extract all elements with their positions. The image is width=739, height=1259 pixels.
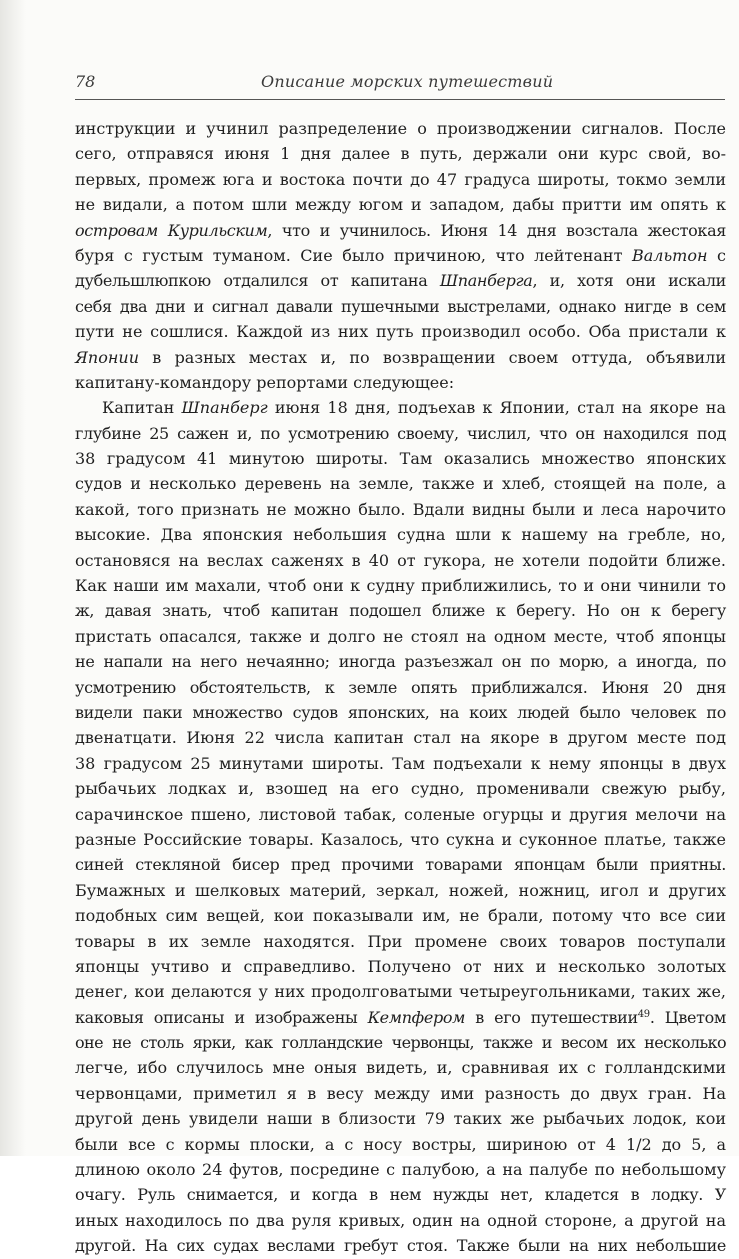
text-line bbox=[75, 1030, 726, 1055]
running-title: Описание морских путешествий bbox=[261, 72, 554, 91]
text-line bbox=[75, 294, 726, 319]
line-text: пути не сошлися. Каждой из них путь производил особо. Оба пристали к bbox=[75, 322, 726, 342]
line-text: очагу. Руль снимается, и когда в нем нужды нет, кладется в лодку. У bbox=[75, 1185, 726, 1205]
text-line bbox=[75, 802, 726, 827]
text-line bbox=[75, 1132, 726, 1157]
line-text: синей стекляной бисер пред прочими товарами японцам были приятны. bbox=[75, 855, 726, 875]
line-text: дубельшлюпкою отдалился от капитана bbox=[75, 271, 440, 291]
text-line bbox=[75, 573, 726, 598]
text-line bbox=[75, 598, 726, 623]
text-line bbox=[75, 878, 726, 903]
text-line bbox=[75, 751, 726, 776]
line-text: товары в их земле находятся. При промене своих товаров поступали bbox=[75, 931, 726, 951]
line-text: червонцами, приметил я в весу между ими разность до двух гран. На bbox=[75, 1083, 726, 1103]
text-line bbox=[75, 1182, 726, 1207]
line-text: другой. На сих судах веслами гребут стоя. Также были на них небольшие bbox=[75, 1236, 726, 1256]
text-line bbox=[75, 345, 726, 370]
line-text: инструкции и учинил разпределение о производжении сигналов. После bbox=[75, 119, 726, 138]
line-text: себя два дни и сигнал давали пушечными выстрелами, однако нигде в сем bbox=[75, 296, 726, 316]
line-text: видели паки множество судов японских, на коих людей было человек по bbox=[75, 702, 726, 722]
text-line bbox=[75, 497, 726, 522]
line-text: судов и несколько деревень на земле, также и хлеб, стоящей на поле, а bbox=[75, 474, 726, 494]
line-text: рыбачьих лодках и, взошед на его судно, променивали свежую рыбу, bbox=[75, 779, 726, 799]
text-line bbox=[75, 979, 726, 1004]
line-text: были все с кормы плоски, а с носу востры, шириною от 4 1/2 до 5, а bbox=[75, 1134, 726, 1154]
line-text: первых, промеж юга и востока почти до 47 градуса широты, токмо земли bbox=[75, 169, 726, 189]
text-line bbox=[75, 522, 726, 547]
line-text: высокие. Два японския небольшия судна шли к нашему на гребле, но, bbox=[75, 525, 726, 545]
line-text: , и, хотя они искали bbox=[532, 271, 726, 291]
line-text: пристать опасался, также и долго не стоял на одном месте, чтоб японцы bbox=[75, 626, 726, 646]
italic-name: Японии bbox=[75, 347, 140, 367]
text-line bbox=[75, 827, 726, 852]
italic-name: Кемпфером bbox=[367, 1007, 466, 1027]
line-text: 38 градусом 25 минутами широты. Там подъехали к нему японцы в двух bbox=[75, 753, 726, 773]
text-line bbox=[75, 268, 726, 293]
text-line bbox=[75, 446, 726, 471]
italic-name: Вальтон bbox=[631, 245, 708, 265]
line-text: разные Российские товары. Казалось, что сукна и суконное платье, также bbox=[75, 829, 726, 849]
text-line bbox=[75, 1005, 726, 1030]
text-line bbox=[75, 675, 726, 700]
text-line bbox=[75, 954, 726, 979]
line-text: Капитан bbox=[102, 398, 182, 418]
text-line bbox=[75, 395, 726, 420]
line-text: с bbox=[707, 245, 727, 265]
text-line bbox=[75, 167, 726, 192]
body-text bbox=[75, 116, 726, 1259]
line-text: сего, отправяся июня 1 дня далее в путь, держали они курс свой, во- bbox=[75, 144, 726, 164]
italic-name: Шпанберга bbox=[439, 271, 533, 291]
text-line bbox=[75, 776, 726, 801]
italic-name: островам Курильским bbox=[75, 220, 268, 240]
line-text: не напали на него нечаянно; иногда разъезжал он по морю, а иногда, по bbox=[75, 652, 726, 672]
line-text: буря с густым туманом. Сие было причиною, что лейтенант bbox=[75, 245, 632, 265]
page-edge-shadow bbox=[0, 0, 26, 1156]
header-rule bbox=[75, 99, 725, 100]
line-text: остановяся на веслах саженях в 40 от гукора, не хотели подойти ближе. bbox=[75, 550, 726, 570]
footnote-marker: 49 bbox=[637, 1008, 650, 1020]
line-text: 38 градусом 41 минутою широты. Там оказались множество японских bbox=[75, 449, 726, 469]
text-line bbox=[75, 725, 726, 750]
text-line bbox=[75, 1233, 726, 1258]
line-text: длиною около 24 футов, посредине с палубою, а на палубе по небольшому bbox=[75, 1160, 726, 1180]
line-text: двенатцати. Июня 22 числа капитан стал на якоре в другом месте под bbox=[75, 728, 726, 748]
line-text: иных находилось по два руля кривых, один на одной стороне, а другой на bbox=[75, 1210, 726, 1230]
text-line bbox=[75, 852, 726, 877]
text-line bbox=[75, 218, 726, 243]
text-line bbox=[75, 243, 726, 268]
line-text: глубине 25 сажен и, по усмотрению своему, числил, что он находился под bbox=[75, 423, 726, 443]
text-line bbox=[75, 471, 726, 496]
text-line bbox=[75, 700, 726, 725]
line-text: сарачинское пшено, листовой табак, соленые огурцы и другия мелочи на bbox=[75, 804, 726, 824]
line-text: какой, того признать не можно было. Вдали видны были и леса нарочито bbox=[75, 499, 726, 519]
text-line bbox=[75, 548, 726, 573]
text-line bbox=[75, 903, 726, 928]
line-text: не видали, а потом шли между югом и западом, дабы притти им опять к bbox=[75, 195, 726, 215]
text-line bbox=[75, 1208, 726, 1233]
line-text: июня 18 дня, подъехав к Японии, стал на якоре на bbox=[267, 398, 727, 418]
line-text: денег, кои делаются у них продолговатыми четыреугольниками, таких же, bbox=[75, 982, 726, 1002]
text-line bbox=[75, 624, 726, 649]
text-line bbox=[75, 116, 726, 141]
text-line bbox=[75, 141, 726, 166]
line-text: капитану-командору репортами следующее: bbox=[75, 372, 455, 392]
text-line bbox=[75, 192, 726, 217]
line-text: подобных сим вещей, кои показывали им, не брали, потому что все сии bbox=[75, 906, 726, 926]
line-text: каковыя описаны и изображены bbox=[75, 1007, 368, 1027]
text-line bbox=[75, 1081, 726, 1106]
text-line bbox=[75, 1055, 726, 1080]
text-line bbox=[75, 370, 726, 395]
text-line bbox=[75, 1106, 726, 1131]
line-text: легче, ибо случилось мне оныя видеть, и, сравнивая их с голландскими bbox=[75, 1058, 726, 1078]
line-text: в разных местах и, по возвращении своем оттуда, объявили bbox=[139, 347, 726, 367]
text-line bbox=[75, 929, 726, 954]
line-text: , что и учинилось. Июня 14 дня возстала жестокая bbox=[267, 220, 726, 240]
text-line bbox=[75, 649, 726, 674]
line-text: другой день увидели наши в близости 79 таких же рыбачьих лодок, кои bbox=[75, 1109, 726, 1129]
line-text: в его путешествии bbox=[465, 1007, 638, 1027]
line-text: усмотрению обстоятельств, к земле опять приближался. Июня 20 дня bbox=[75, 677, 726, 697]
line-text: оне не столь ярки, как голландские червонцы, также и весом их несколько bbox=[75, 1033, 726, 1053]
text-line bbox=[75, 319, 726, 344]
line-text: Бумажных и шелковых материй, зеркал, ножей, ножниц, игол и других bbox=[75, 880, 726, 900]
text-line bbox=[75, 1157, 726, 1182]
line-text: ж, давая знать, чтоб капитан подошел ближе к берегу. Но он к берегу bbox=[75, 601, 726, 621]
page-number: 78 bbox=[75, 72, 96, 91]
text-line bbox=[75, 421, 726, 446]
line-text: Как наши им махали, чтоб они к судну приближились, то и они чинили то bbox=[75, 576, 726, 596]
italic-name: Шпанберг bbox=[181, 398, 268, 418]
running-head bbox=[75, 70, 725, 94]
line-text: . Цветом bbox=[649, 1007, 727, 1027]
line-text: японцы учтиво и справедливо. Получено от них и несколько золотых bbox=[75, 956, 726, 976]
